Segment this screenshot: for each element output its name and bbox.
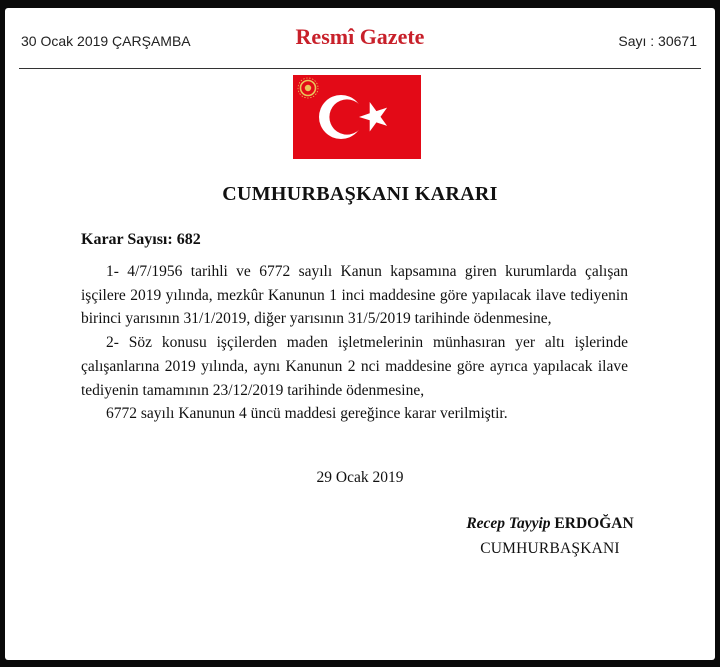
header-date: 30 Ocak 2019 ÇARŞAMBA	[21, 33, 191, 49]
signer-name	[415, 515, 685, 533]
signing-date: 29 Ocak 2019	[316, 469, 404, 486]
gazette-header	[5, 24, 715, 54]
gazette-title: Resmî Gazete	[295, 24, 425, 49]
signer-given-names: Recep Tayyip	[466, 515, 551, 532]
signer-surname: ERDOĞAN	[554, 515, 634, 532]
article-1: 1- 4/7/1956 tarihli ve 6772 sayılı Kanun kapsamına giren kurumlarda çalışan işçilere 2019 yılında, mezkûr Kanunun 1 inci maddesine göre yapılacak ilave tediyenin birinci yarısının 31/1/2019, diğer yarısının 31/5/2019 tarihinde ödenmesine,	[81, 263, 628, 328]
turkish-flag-icon	[293, 75, 421, 159]
header-divider	[19, 68, 701, 69]
issue-number: Sayı : 30671	[618, 33, 697, 49]
gazette-page	[5, 8, 715, 660]
document-title: CUMHURBAŞKANI KARARI	[222, 183, 498, 205]
decision-body	[81, 260, 628, 426]
decision-number: Karar Sayısı: 682	[81, 231, 201, 248]
article-2: 2- Söz konusu işçilerden maden işletmelerinin münhasıran yer altı işlerinde çalışanlarına 2019 yılında, aynı Kanunun 2 nci maddesine göre ayrıca yapılacak ilave tediyenin tamamının 23/12/2019 tarihinde ödenmesine,	[81, 334, 628, 399]
closing-clause: 6772 sayılı Kanunun 4 üncü maddesi gereğince karar verilmiştir.	[106, 405, 508, 423]
signer-title: CUMHURBAŞKANI	[480, 540, 620, 557]
